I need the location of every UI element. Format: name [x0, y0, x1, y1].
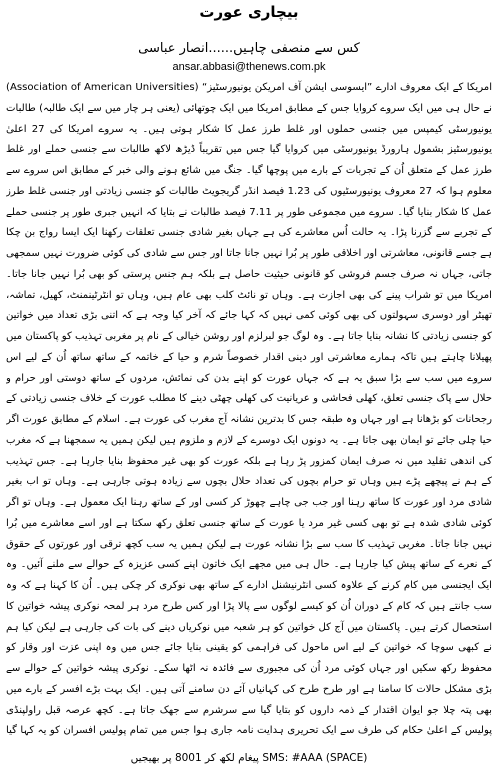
article-text: امریکا کے ایک معروف ادارے ”ایسوسی ایشن آف امریکن یونیورسٹیز“ (Association of American Universities) نے حال ہی میں ایک سروے کروایا جس کے مطابق امریکا میں ایک چوتھائی (یعنی ہر چار میں سے ایک طالبہ) طالبات یونیورسٹی کیمپس میں جنسی حملوں اور غلط طرز عمل کا شکار ہوتی ہیں۔ یہ سروے امریکا کی 27 اعلیٰ یونیورسٹیز بشمول ہارورڈ یونیورسٹی میں کروایا گیا جس میں تقریباً ڈیڑھ لاکھ طالبات سے جنسی حملے اور غلط طرز عمل کے متعلق اُن کے تجربات کے بارے میں پوچھا گیا۔ جنگ میں شائع ہونے والی خبر کے مطابق اس سروے سے معلوم ہوا کہ 27 معروف یونیورسٹیوں کی 1.23 فیصد انڈر گریجویٹ طالبات کو جنسی زیادتی اور جنسی غلط طرز عمل کا شکار بنایا گیا۔ سروے میں مجموعی طور پر 7.11 فیصد طالبات نے بتایا کہ انہیں جبری طور پر جنسی حملے کے تجربے سے گزرنا پڑا۔ یہ حالت اُس معاشرے کی ہے جہاں بغیر شادی جنسی تعلقات رکھنا ایک ایسا رواج بن چکا ہے جسے قانونی، معاشرتی اور اخلاقی طور پر بُرا نہیں جانا جاتا اور جس سے شادی کی کوئی ضرورت نہیں سمجھی جاتی، جہاں نہ صرف جسم فروشی کو قانونی حیثیت حاصل ہے بلکہ ہم جنس پرستی کو بھی بُرا نہیں جانا جاتا۔ امریکا میں تو شراب پینے کی بھی اجازت ہے۔ وہاں تو نائٹ کلب بھی عام ہیں، وہاں تو انٹرٹینمنٹ، کھیل، تماشہ، تھیٹر اور دوسری سہولتوں کی بھی کوئی کمی نہیں کہ کہا جائے کہ آخر کیا وجہ ہے کہ اتنی بڑی تعداد میں خواتین کو جنسی زیادتی کا نشانہ بنایا جاتا ہے۔ وہ لوگ جو لبرلزم اور روشن خیالی کے نام پر مغربی تہذیب کو پاکستان میں پھیلانا چاہتے ہیں تاکہ ہمارے معاشرتی اور دینی اقدار خصوصاً شرم و حیا کے خاتمہ کے ساتھ ساتھ اُن کے لیے اس سروے میں سب سے بڑا سبق یہ ہے کہ جہاں عورت کو اپنے بدن کی نمائش، مردوں کے ساتھ دوستی اور حرام و حلال سے پاک جنسی تعلق، کھلی فحاشی و عریانیت کی کھلی چھٹی دینے کا مطلب عورت کے خلاف جنسی زیادتی کے رجحانات کو بڑھانا ہے اور جہاں وہ طبقہ جس کا بدترین نشانہ آج مغرب کی عورت ہے۔ اسلام کے مطابق عورت اگر حیا چلی جائے تو ایمان بھی جاتا ہے۔ یہ دونوں ایک دوسرے کے لازم و ملزوم ہیں لیکن ہمیں یہ سمجھنا ہے کہ مغرب کی اندھی تقلید میں نہ صرف ایمان کمزور پڑ رہا ہے بلکہ عورت کو بھی غیر محفوظ بنایا جارہا ہے۔ جس تہذیب کے ہم نے پیچھے پڑے ہیں وہاں تو حرام بچوں کی تعداد حلال بچوں سے زیادہ ہوتی جارہی ہے۔ وہاں تو اب بغیر شادی مرد اور عورت کا ساتھ رہنا اور جب جی چاہے چھوڑ کر کسی اور کے ساتھ رہنا ایک معمول ہے۔ وہاں تو اگر کوئی شادی شدہ ہے تو بھی کسی غیر مرد یا عورت کے ساتھ جنسی تعلق رکھ سکتا ہے اور اسے معاشرے میں بُرا نہیں جانا جاتا۔ مغربی تہذیب کا سب سے بڑا نشانہ عورت ہے لیکن ہمیں یہ سب کچھ ترقی اور عورتوں کے حقوق کے نعرے کے ساتھ پیش کیا جارہا ہے۔ حال ہی میں مجھے ایک خاتون اپنے کسی عزیزہ کے حوالے سے ملنے آئیں۔ وہ ایک ایجنسی میں کام کرنے کے علاوہ کسی انٹرنیشنل ادارے کے ساتھ بھی نوکری کر چکی ہیں۔ اُن کا کہنا ہے کہ وہ سب جانتے ہیں کہ کام کے دوران اُن کو کیسے لوگوں سے پالا پڑا اور کس طرح مرد ہر لمحہ نوکری پیشہ خواتین کا استحصال کرتے ہیں۔ پاکستان میں آج کل خواتین کو ہر شعبہ میں نوکریاں دینے کی بات کی جارہی ہے لیکن کیا ہم نے کبھی سوچا کہ خواتین کے لیے اس ماحول کی فراہمی کو یقینی بنایا جائے جس میں وہ اپنی عزت اور وقار کو محفوظ رکھ سکیں اور جہاں کوئی مرد اُن کی مجبوری سے فائدہ نہ اٹھا سکے۔ نوکری پیشہ خواتین کے حوالے سے بڑی مشکل حالات کا سامنا ہے اور طرح طرح کی کہانیاں آئے دن سامنے آتی ہیں۔ ایک بہت بڑے افسر کے بارے میں بھی پتہ چلا جو ایوان اقتدار کے ذمہ داروں کو بتایا گیا سے سرشرم سے جھک جاتا ہے۔ کچھ عرصہ قبل راولپنڈی پولیس کے اعلیٰ حکام کی طرف سے ایک تحریری ہدایت نامہ جاری ہوا جس میں تمام پولیس افسران کو یہ کہا گیا	[6, 82, 492, 737]
author-line: کس سے منصفی چاہیں......انصار عباسی	[138, 41, 360, 56]
author-email: ansar.abbasi@thenews.com.pk	[172, 61, 326, 73]
sms-instruction: SMS: #AAA (SPACE) پیغام لکھ کر 8001 پر بھیجیں	[130, 752, 368, 764]
article-title: بیچاری عورت	[199, 3, 299, 21]
article-body	[6, 78, 492, 744]
